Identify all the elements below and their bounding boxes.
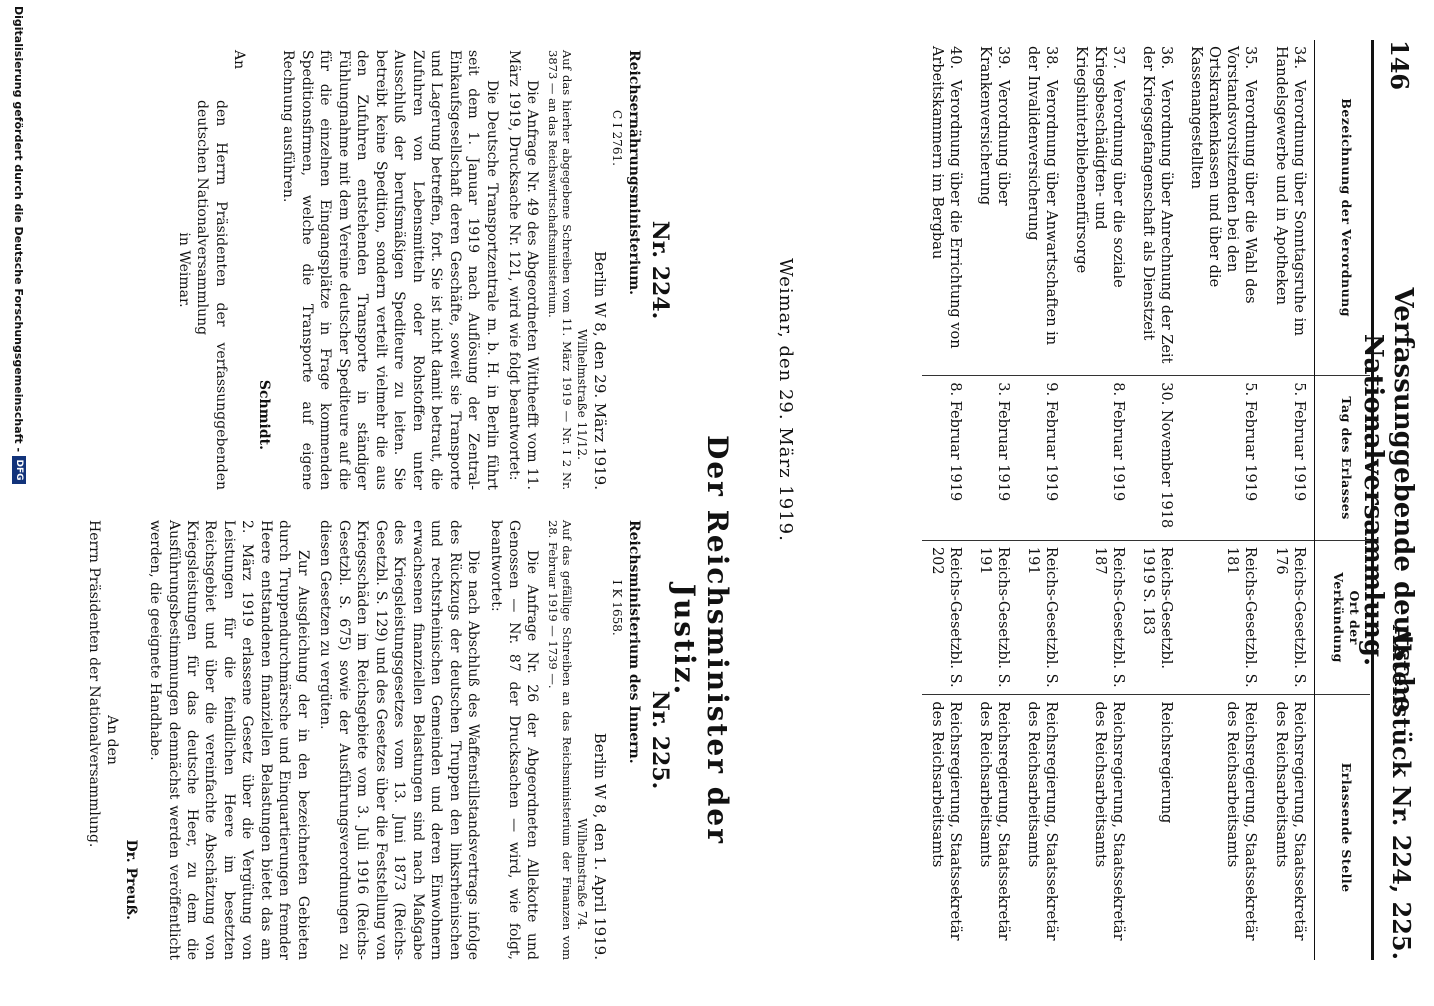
- signer-name: Dr. Preuß.: [122, 839, 139, 920]
- file-reference: Aktenstück Nr. 224, 225.: [1387, 624, 1416, 960]
- addressee-to: An den: [104, 715, 121, 765]
- table-row: [1133, 40, 1181, 960]
- document-224: [175, 50, 674, 490]
- inquiry-intro: Die Anfrage Nr. 26 der Abgeordneten Allekotte und Genossen — Nr. 87 der Drucksachen — wird, wie folgt, beantwortet:: [487, 520, 541, 960]
- digitization-credit: [9, 0, 29, 1006]
- decree-title: Verordnung über die Wahl des Vorstandsvorsitzenden bei den Ortskrankenkassen und über die Kassenangestellten: [1188, 46, 1259, 304]
- decree-authority: Reichsregierung, Staatssekretär des Reichsarbeitsamts: [922, 695, 970, 960]
- decree-title: Verordnung über die Errichtung von Arbeitskammern im Bergbau: [928, 46, 963, 349]
- header-rule: [1371, 40, 1374, 960]
- decree-title: Verordnung über Anrechnung der Zeit der Kriegsgefangenschaft als Dienstzeit: [1139, 46, 1174, 364]
- letter-place-date: Berlin W 8, den 1. April 1919.: [590, 732, 609, 960]
- decree-title: Verordnung über Sonntagsruhe im Handelsgewerbe und in Apotheken: [1272, 46, 1307, 336]
- answer-body: Zur Ausgleichung der in den bezeichneten Gebieten durch Truppendurchmärsche und Einquartierungen fremder Heere entstandenen finanziellen Belastungen bietet das am 2. März 1919 erlassene Gesetz über die Vergütung von Leistungen für die feindlichen Heere im besetzten Reichsgebiet und über die vereinfachte Abschätzung von Kriegsleistungen für das deutsche Heer, zu dem die Ausführungsbestimmungen demnächst werden veröffentlicht werden, die geeignete Handhabe.: [147, 520, 311, 960]
- closing-place-date: Weimar, den 29. März 1919.: [775, 258, 796, 542]
- decree-date: 9. Februar 1919: [1018, 376, 1066, 541]
- table-row: [1018, 40, 1066, 960]
- row-number: 39.: [995, 46, 1012, 70]
- table-row: [1266, 40, 1315, 960]
- decree-authority: Reichsregierung, Staatssekretär des Reichsarbeitsamts: [1181, 695, 1266, 960]
- page-number: 146: [1385, 40, 1414, 91]
- ministry-name: Reichsernährungsministerium.: [625, 50, 642, 296]
- decree-table: [922, 40, 1370, 960]
- decree-title: Verordnung über Krankenversicherung: [977, 46, 1012, 206]
- document-number: Nr. 224.: [647, 220, 673, 320]
- row-number: 40.: [946, 46, 963, 70]
- row-number: 35.: [1242, 46, 1259, 70]
- closing-signature: Der Reichsminister der Justiz.: [668, 435, 734, 845]
- document-225: [84, 520, 674, 960]
- credit-text: Digitalisierung gefördert durch die Deutsche Forschungsgemeinschaft -: [12, 6, 26, 453]
- dfg-logo-icon: DFG: [12, 456, 26, 484]
- decree-gazette: Reichs-Gesetzbl. S. 176: [1266, 540, 1315, 695]
- decree-authority: Reichsregierung, Staatssekretär des Reichsarbeitsamts: [1018, 695, 1066, 960]
- table-header-row: [1314, 40, 1370, 960]
- decree-authority: Reichsregierung, Staatssekretär des Reichsarbeitsamts: [1066, 695, 1132, 960]
- decree-gazette: Reichs-Gesetzbl. S. 181: [1181, 540, 1266, 695]
- inquiry-intro: Die Anfrage Nr. 49 des Abgeordneten Wittheefft vom 11. März 1919, Drucksache Nr. 121, wird wie folgt beantwortet:: [505, 50, 541, 490]
- decree-date: 3. Februar 1919: [970, 376, 1018, 541]
- page-title: Verfassunggebende deutsche Nationalversammlung.: [1358, 287, 1418, 713]
- decree-gazette: Reichs-Gesetzbl. S. 191: [970, 540, 1018, 695]
- decree-gazette: Reichs-Gesetzbl. S. 187: [1066, 540, 1132, 695]
- signer-name: Schmidt.: [255, 379, 272, 450]
- letter-street: Wilhelmstraße 11/12.: [574, 328, 589, 460]
- table-row: [1181, 40, 1266, 960]
- decree-title: Verordnung über die soziale Kriegsbeschädigten- und Kriegshinterbliebenenfürsorge: [1073, 46, 1126, 288]
- document-number: Nr. 225.: [647, 690, 673, 790]
- addressee-place: in Weimar.: [176, 232, 193, 308]
- column-header: Erlassende Stelle: [1314, 695, 1370, 960]
- answer-body: Die Deutsche Transportzentrale m. b. H. in Berlin führt seit dem 1. Januar 1919 nach Auflösung der Zentral-Einkaufsgesellschaft deren Geschäfte, soweit sie Transporte und Lagerung betreffen, fort. Sie ist nicht damit betraut, die Zufuhren von Lebensmitteln oder Rohstoffen unter Ausschluß der berufsmäßigen Spediteure zu leiten. Sie betreibt keine Spedition, sondern verteilt vielmehr die aus den Zufuhren entstehenden Transporte in ständiger Fühlungnahme mit dem Vereine deutscher Spediteure auf die für die einzelnen Eingangsplätze in Frage kommenden Speditionsfirmen, welche die Transporte auf eigene Rechnung ausführen.: [280, 50, 500, 490]
- decree-gazette: Reichs-Gesetzbl. S. 202: [922, 540, 970, 695]
- decree-gazette: Reichs-Gesetzbl. S. 191: [1018, 540, 1066, 695]
- column-header: Ort der Verkündung: [1314, 540, 1370, 695]
- decree-date: 5. Februar 1919: [1181, 376, 1266, 541]
- reference-note: Auf das gefällige Schreiben an das Reichsministerium der Finanzen vom 28. Februar 1919 — 1739 —.: [546, 520, 575, 960]
- letter-street: Wilhelmstraße 74.: [574, 818, 589, 930]
- row-number: 34.: [1290, 46, 1307, 70]
- reference-code: C I 2761.: [610, 110, 625, 166]
- decree-date: 30. November 1918: [1133, 376, 1181, 541]
- decree-title: Verordnung über Anwartschaften in der Invalidenversicherung: [1025, 46, 1060, 346]
- addressee: den Herrn Präsidenten der verfassunggebenden deutschen Nationalversammlung: [194, 100, 229, 490]
- column-header: Tag des Erlasses: [1314, 376, 1370, 541]
- reference-code: I K 1658.: [610, 580, 625, 636]
- decree-authority: Reichsregierung, Staatssekretär des Reichsarbeitsamts: [1266, 695, 1315, 960]
- decree-gazette: Reichs-Gesetzbl. 1919 S. 183: [1133, 540, 1181, 695]
- table-row: [970, 40, 1018, 960]
- column-header: Bezeichnung der Verordnung: [1314, 40, 1370, 376]
- table-row: [922, 40, 970, 960]
- decree-authority: Reichsregierung: [1133, 695, 1181, 960]
- letter-place-date: Berlin W 8, den 29. März 1919.: [590, 251, 609, 490]
- row-number: 36.: [1158, 46, 1174, 70]
- ministry-name: Reichsministerium des Innern.: [625, 520, 642, 764]
- reference-note: Auf das hierher abgegebene Schreiben vom 11. März 1919 — Nr. I 2 Nr. 3873 — an das Reichswirtschaftsministerium.: [546, 50, 575, 490]
- decree-date: 8. Februar 1919: [1066, 376, 1132, 541]
- addressee: Herrn Präsidenten der Nationalversammlung.: [85, 520, 102, 848]
- row-number: 38.: [1043, 46, 1060, 70]
- decree-date: 8. Februar 1919: [922, 376, 970, 541]
- row-number: 37.: [1109, 46, 1126, 70]
- decree-date: 5. Februar 1919: [1266, 376, 1315, 541]
- answer-body: Die nach Abschluß des Waffenstillstandsvertrags infolge des Rückzugs der deutschen Truppen den linksrheinischen und rechtsrheinischen Gemeinden und deren Einwohnern erwachsenen finanziellen Belastungen sind nach Maßgabe des Kriegsleistungsgesetzes vom 13. Juni 1873 (Reichs-Gesetzbl. S. 129) und des Gesetzes über die Feststellung von Kriegsschäden im Reichsgebiete vom 3. Juli 1916 (Reichs-Gesetzbl. S. 675) sowie der Ausführungsverordnungen zu diesen Gesetzen zu vergüten.: [317, 520, 482, 960]
- decree-authority: Reichsregierung, Staatssekretär des Reichsarbeitsamts: [970, 695, 1018, 960]
- addressee-to: An: [231, 50, 248, 70]
- table-row: [1066, 40, 1132, 960]
